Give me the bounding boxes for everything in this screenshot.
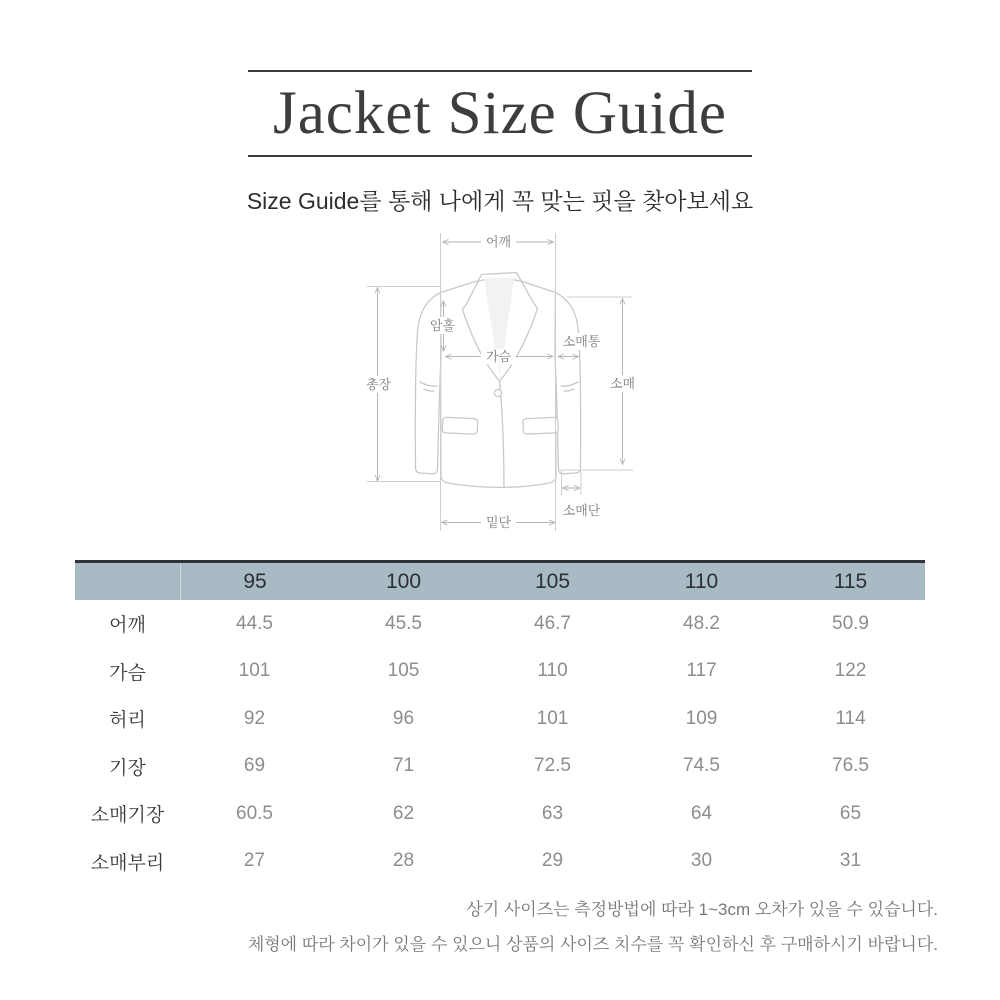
jacket-button: [494, 389, 501, 396]
row-label: 기장: [109, 757, 146, 779]
label-sleeve-cuff: 소매단: [562, 503, 601, 518]
cell-value: 92: [243, 707, 266, 729]
cell-value: 62: [392, 802, 415, 824]
cell-value: 105: [387, 660, 420, 682]
header-cell-empty: [75, 563, 180, 600]
row-label: 어깨: [109, 615, 146, 637]
label-sleeve: 소매: [609, 376, 636, 391]
cell-value: 27: [243, 850, 266, 872]
cell-value: 110: [537, 660, 568, 682]
cell-value: 28: [392, 850, 415, 872]
size-table-header-row: [75, 560, 925, 600]
jacket-left-pocket: [442, 417, 478, 434]
cell-value: 65: [839, 802, 862, 824]
label-chest: 가슴: [485, 349, 512, 364]
cell-value: 72.5: [534, 755, 571, 777]
row-label: 소매기장: [90, 805, 165, 827]
cell-value: 117: [686, 660, 717, 682]
cell-value: 114: [835, 707, 866, 729]
cell-value: 63: [541, 802, 564, 824]
cell-value: 101: [238, 660, 271, 682]
subtitle: Size Guide를 통해 나에게 꼭 맞는 핏을 찾아보세요: [246, 188, 754, 214]
cell-value: 101: [536, 707, 569, 729]
cell-value: 74.5: [683, 755, 720, 777]
row-label: 소매부리: [90, 852, 165, 874]
header-cell-size: 115: [833, 569, 868, 593]
label-total-length: 총장: [365, 377, 392, 392]
jacket-right-pocket: [523, 417, 559, 434]
cell-value: 29: [541, 850, 564, 872]
cell-value: 60.5: [236, 802, 273, 824]
cell-value: 50.9: [832, 612, 869, 634]
jacket-measurement-diagram: [360, 225, 660, 555]
size-notes: [248, 892, 938, 962]
cell-value: 31: [839, 850, 862, 872]
table-row: [75, 695, 925, 743]
label-shoulder: 어깨: [485, 234, 512, 250]
header-cell-size: 110: [684, 569, 719, 593]
table-row: [75, 743, 925, 791]
note-line: 상기 사이즈는 측정방법에 따라 1~3cm 오차가 있을 수 있습니다.: [466, 900, 938, 919]
label-hem: 밑단: [485, 515, 512, 530]
table-row: [75, 790, 925, 838]
cell-value: 76.5: [832, 755, 869, 777]
header-cell-size: 95: [180, 563, 329, 600]
label-sleeve-width: 소매통: [562, 334, 601, 349]
cell-value: 69: [243, 755, 266, 777]
table-row: [75, 838, 925, 886]
table-row: [75, 648, 925, 696]
cell-value: 109: [685, 707, 718, 729]
cell-value: 45.5: [385, 612, 422, 634]
note-line: 체형에 따라 차이가 있을 수 있으니 상품의 사이즈 치수를 꼭 확인하신 후 구매하시기 바랍니다.: [247, 935, 938, 954]
cell-value: 46.7: [534, 612, 571, 634]
cell-value: 122: [834, 660, 867, 682]
cell-value: 48.2: [683, 612, 720, 634]
cell-value: 64: [690, 802, 713, 824]
header-cell-size: 100: [385, 569, 422, 593]
header-cell-size: 105: [534, 569, 571, 593]
row-label: 가슴: [109, 662, 146, 684]
cell-value: 71: [392, 755, 415, 777]
row-label: 허리: [109, 710, 146, 732]
title-block: [248, 70, 752, 157]
cell-value: 96: [392, 707, 415, 729]
cell-value: 30: [690, 850, 713, 872]
table-row: [75, 600, 925, 648]
label-armhole: 암홀: [429, 318, 456, 333]
page-title: Jacket Size Guide: [272, 80, 727, 147]
size-table: [75, 560, 925, 885]
cell-value: 44.5: [236, 612, 273, 634]
